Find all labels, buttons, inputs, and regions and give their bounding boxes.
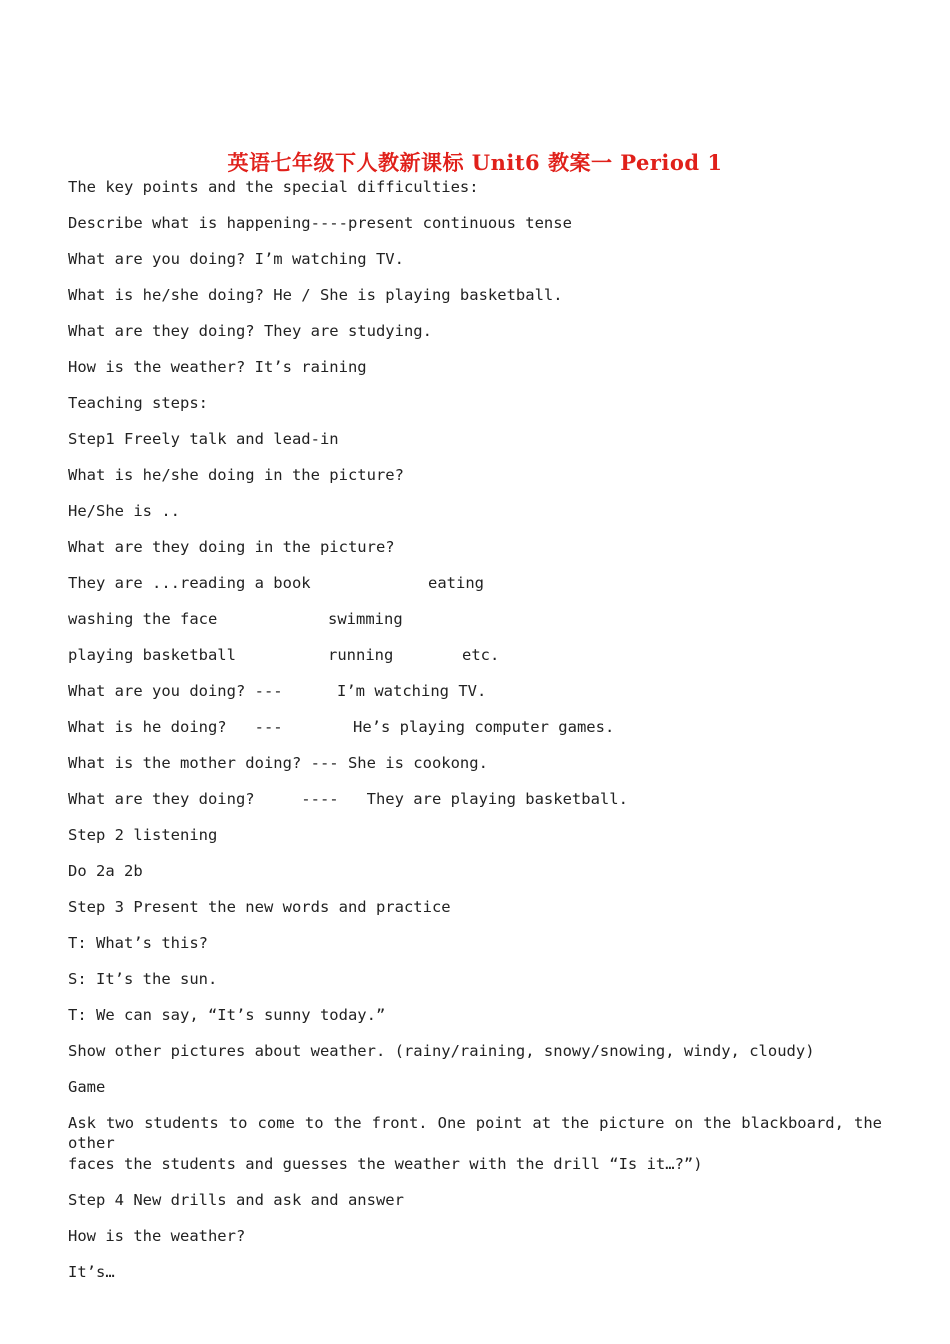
text-line: Game — [68, 1078, 106, 1096]
text-cell: eating — [428, 574, 484, 592]
text-line: playing basketball — [68, 646, 236, 664]
text-line: He/She is .. — [68, 502, 180, 520]
text-line: faces the students and guesses the weather with the drill “Is it…?”) — [68, 1155, 703, 1173]
text-line: Do 2a 2b — [68, 862, 143, 880]
text-line: How is the weather? It’s raining — [68, 358, 367, 376]
text-cell: He’s playing computer games. — [353, 718, 615, 736]
text-line: What is he/she doing in the picture? — [68, 466, 404, 484]
text-line: They are ...reading a book — [68, 574, 311, 592]
text-line: What is he/she doing? He / She is playing basketball. — [68, 286, 563, 304]
section-heading: Teaching steps: — [68, 394, 208, 412]
text-line: What are you doing? --- — [68, 682, 283, 700]
text-line: S: It’s the sun. — [68, 970, 218, 988]
step-heading: Step 2 listening — [68, 826, 218, 844]
text-line: washing the face — [68, 610, 218, 628]
text-line: What are they doing? ---- They are playing basketball. — [68, 790, 628, 808]
text-cell: running — [328, 646, 394, 664]
text-line: Describe what is happening----present continuous tense — [68, 214, 572, 232]
text-cell: swimming — [328, 610, 403, 628]
text-line: What are they doing? They are studying. — [68, 322, 432, 340]
text-line: Ask two students to come to the front. One point at the picture on the blackboard, the other — [68, 1114, 882, 1152]
text-line: What is the mother doing? --- She is cookong. — [68, 754, 488, 772]
document-title: 英语七年级下人教新课标 Unit6 教案一 Period 1 — [227, 150, 723, 175]
step-heading: Step 3 Present the new words and practice — [68, 898, 451, 916]
text-line: It’s… — [68, 1263, 115, 1281]
text-line: The key points and the special difficulties: — [68, 178, 479, 196]
text-line: How is the weather? — [68, 1227, 246, 1245]
text-line: T: What’s this? — [68, 934, 208, 952]
text-line: What is he doing? --- — [68, 718, 283, 736]
text-line: Show other pictures about weather. (rainy/raining, snowy/snowing, windy, cloudy) — [68, 1042, 815, 1060]
text-line: What are you doing? I’m watching TV. — [68, 250, 404, 268]
text-cell: etc. — [462, 646, 500, 664]
text-cell: I’m watching TV. — [337, 682, 487, 700]
text-line: What are they doing in the picture? — [68, 538, 395, 556]
step-heading: Step 4 New drills and ask and answer — [68, 1191, 404, 1209]
step-heading: Step1 Freely talk and lead-in — [68, 430, 339, 448]
text-line: T: We can say, “It’s sunny today.” — [68, 1006, 386, 1024]
